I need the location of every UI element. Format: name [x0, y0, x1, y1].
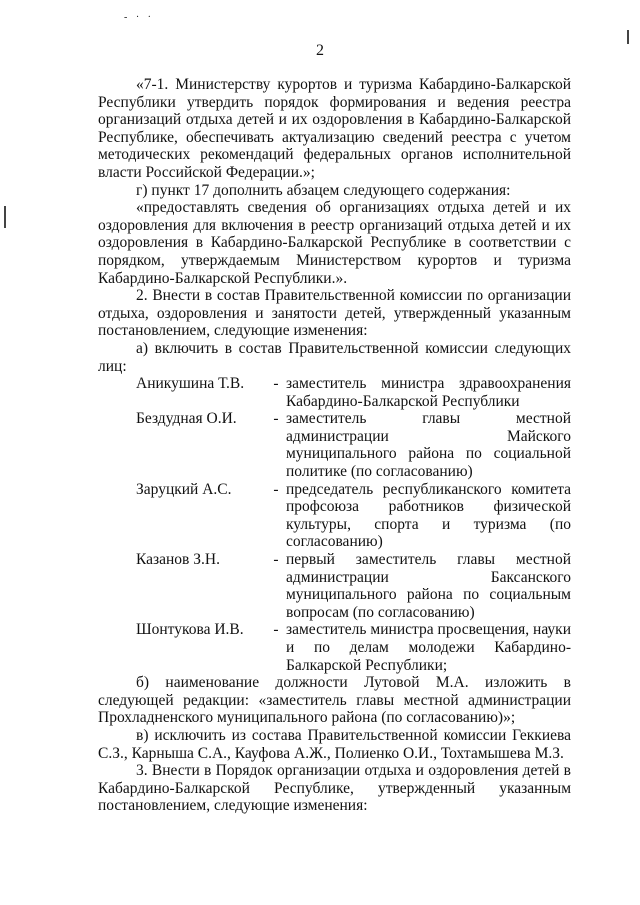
- commission-member: [98, 621, 571, 674]
- commission-member: [98, 410, 571, 480]
- member-dash: -: [273, 480, 279, 498]
- member-name: Бездудная О.И.: [136, 410, 237, 428]
- member-name: Заруцкий А.С.: [136, 480, 232, 498]
- scan-edge-mark-left: [4, 206, 6, 228]
- paragraph: а) включить в состав Правительственной комиссии следующих лиц:: [98, 339, 571, 375]
- member-dash: -: [273, 621, 279, 639]
- scan-marks: - · ·: [124, 12, 154, 23]
- paragraph: г) пункт 17 дополнить абзацем следующего содержания:: [136, 181, 511, 199]
- member-name: Казанов З.Н.: [136, 551, 220, 569]
- page-number: 2: [316, 42, 324, 59]
- member-name: Аникушина Т.В.: [136, 375, 245, 393]
- paragraph: 3. Внести в Порядок организации отдыха и оздоровления детей в Кабардино-Балкарской Республике, утвержденный указанным постановлением, следующие изменения:: [98, 762, 571, 815]
- member-role: председатель республиканского комитета профсоюза работников физической культуры, спорта и туризма (по согласованию): [286, 480, 571, 551]
- paragraph: б) наименование должности Лутовой М.А. изложить в следующей редакции: «заместитель главы местной администрации Прохладненского муниципального района (по согласованию)»;: [98, 674, 571, 727]
- paragraph: в) исключить из состава Правительственной комиссии Геккиева С.З., Карныша С.А., Кауфова А.Ж., Полиенко О.И., Тохтамышева М.З.: [98, 726, 571, 762]
- commission-member: [98, 551, 571, 621]
- member-dash: -: [273, 410, 279, 428]
- member-dash: -: [273, 551, 279, 569]
- commission-member: [98, 481, 571, 551]
- member-name: Шонтукова И.В.: [136, 621, 244, 639]
- member-role: заместитель министра здравоохранения Кабардино-Балкарской Республики: [286, 375, 571, 410]
- paragraph: «7-1. Министерству курортов и туризма Кабардино-Балкарской Республики утвердить порядок формирования и ведения реестра организаций отдыха детей и их оздоровления в Кабардино-Балкарской Республике, обеспечивать актуализацию сведений реестра с учетом методических рекомендаций федеральных органов исполнительной власти Российской Федерации.»;: [98, 76, 571, 181]
- paragraph: «предоставлять сведения об организациях отдыха детей и их оздоровления для включения в реестр организаций отдыха детей и их оздоровления в Кабардино-Балкарской Республике в соответствии с порядком, утверждаемым Министерством курортов и туризма Кабардино-Балкарской Республики.».: [98, 199, 571, 287]
- commission-member: [98, 375, 571, 410]
- member-dash: -: [273, 375, 279, 393]
- paragraph: 2. Внести в состав Правительственной комиссии по организации отдыха, оздоровления и занятости детей, утвержденный указанным постановлением, следующие изменения:: [98, 287, 571, 340]
- member-role: первый заместитель главы местной администрации Баксанского муниципального района по социальным вопросам (по согласованию): [286, 551, 571, 621]
- member-role: заместитель главы местной администрации Майского муниципального района по социальной политике (по согласованию): [286, 410, 571, 481]
- document-body: [98, 76, 571, 815]
- member-role: заместитель министра просвещения, науки и по делам молодежи Кабардино-Балкарской Республики;: [286, 621, 571, 674]
